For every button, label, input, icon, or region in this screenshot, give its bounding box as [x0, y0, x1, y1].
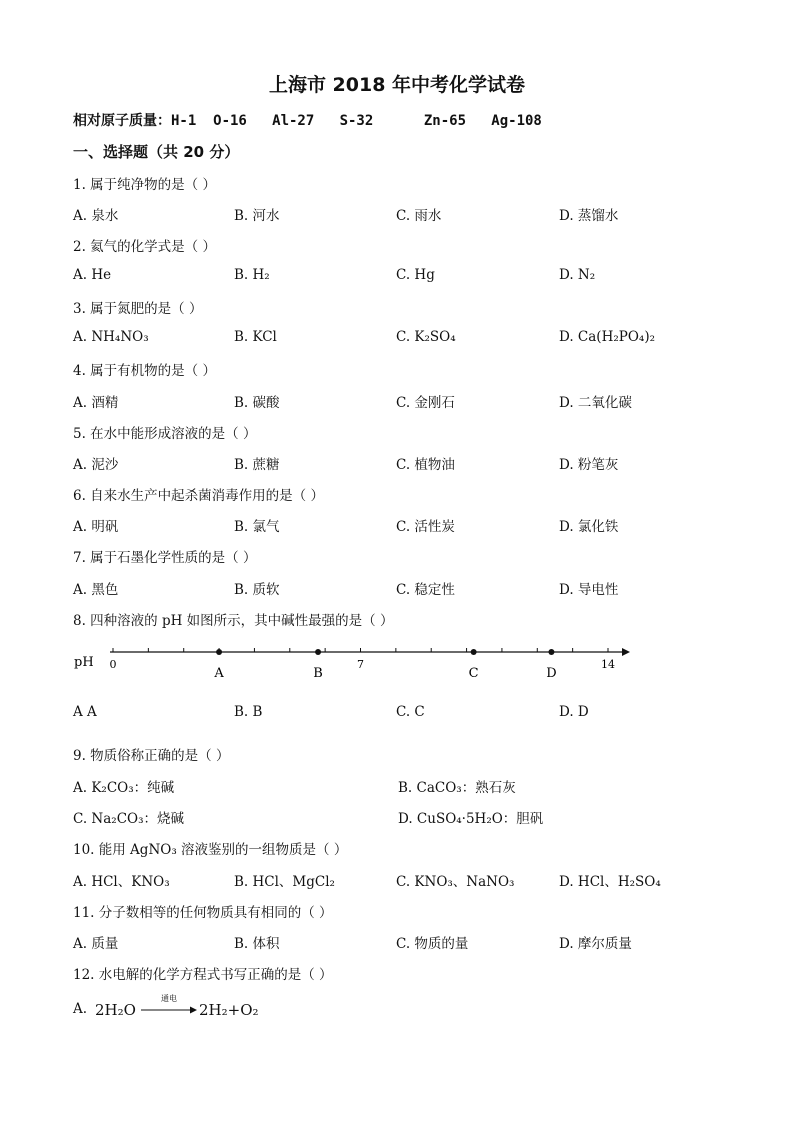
question-4-option-a: A. 酒精 — [73, 395, 119, 411]
question-7-option-b: B. 质软 — [234, 582, 280, 598]
question-6-option-d: D. 氯化铁 — [559, 519, 619, 535]
question-6-option-c: C. 活性炭 — [396, 519, 455, 535]
question-12-stem: 12. 水电解的化学方程式书写正确的是（ ） — [73, 967, 333, 983]
question-4-option-d: D. 二氧化碳 — [559, 395, 632, 411]
question-5-option-b: B. 蔗糖 — [234, 457, 280, 473]
question-2-stem: 2. 氦气的化学式是（ ） — [73, 239, 216, 255]
question-1-option-a: A. 泉水 — [73, 208, 119, 224]
question-8-option-a: A A — [73, 704, 97, 720]
question-9-option-d: D. CuSO₄·5H₂O：胆矾 — [398, 811, 544, 827]
equation-reactants: 2H₂O — [95, 1001, 136, 1019]
ph-point-d — [548, 649, 554, 655]
ph-point-c-label: C — [468, 666, 479, 681]
question-7-option-a: A. 黑色 — [73, 582, 119, 598]
question-1-stem: 1. 属于纯净物的是（ ） — [73, 177, 216, 193]
question-4-option-c: C. 金刚石 — [396, 395, 455, 411]
question-1-option-c: C. 雨水 — [396, 208, 442, 224]
question-3-option-b: B. KCl — [234, 329, 277, 345]
question-6-option-a: A. 明矾 — [73, 519, 119, 535]
question-12-equation — [95, 993, 355, 1025]
question-11-option-b: B. 体积 — [234, 936, 280, 952]
question-9-option-a: A. K₂CO₃：纯碱 — [73, 780, 175, 796]
question-5-option-a: A. 泥沙 — [73, 457, 119, 473]
section-heading: 一、选择题（共 20 分） — [73, 143, 240, 161]
question-3-stem: 3. 属于氮肥的是（ ） — [73, 301, 203, 317]
page-title: 上海市 2018 年中考化学试卷 — [268, 74, 526, 96]
ph-point-a — [216, 649, 222, 655]
relative-atomic-masses: 相对原子质量：H-1 O-16 Al-27 S-32 Zn-65 Ag-108 — [73, 113, 542, 129]
ph-point-d-label: D — [546, 666, 557, 681]
question-3-option-a: A. NH₄NO₃ — [73, 329, 149, 345]
question-12-option-a: A. — [73, 1001, 88, 1017]
question-2-option-c: C. Hg — [396, 267, 435, 283]
equation-arrow — [141, 1004, 197, 1016]
question-11-option-c: C. 物质的量 — [396, 936, 469, 952]
question-8-option-d: D. D — [559, 704, 589, 720]
question-8-option-c: C. C — [396, 704, 425, 720]
question-5-stem: 5. 在水中能形成溶液的是（ ） — [73, 426, 257, 442]
question-10-stem: 10. 能用 AgNO₃ 溶液鉴别的一组物质是（ ） — [73, 842, 348, 858]
ph-max-label: 14 — [601, 658, 615, 671]
ph-point-b — [315, 649, 321, 655]
question-7-stem: 7. 属于石墨化学性质的是（ ） — [73, 550, 257, 566]
question-4-option-b: B. 碳酸 — [234, 395, 280, 411]
question-10-option-a: A. HCl、KNO₃ — [73, 874, 170, 890]
question-6-option-b: B. 氯气 — [234, 519, 280, 535]
question-2-option-b: B. H₂ — [234, 267, 270, 283]
question-5-option-c: C. 植物油 — [396, 457, 455, 473]
question-2-option-a: A. He — [73, 267, 112, 283]
question-7-option-d: D. 导电性 — [559, 582, 619, 598]
question-10-option-b: B. HCl、MgCl₂ — [234, 874, 335, 890]
equation-products: 2H₂+O₂ — [199, 1001, 259, 1019]
question-7-option-c: C. 稳定性 — [396, 582, 455, 598]
question-3-option-c: C. K₂SO₄ — [396, 329, 456, 345]
ph-axis-label: pH — [74, 655, 94, 670]
question-8-option-b: B. B — [234, 704, 263, 720]
question-11-stem: 11. 分子数相等的任何物质具有相同的（ ） — [73, 905, 333, 921]
question-9-option-c: C. Na₂CO₃：烧碱 — [73, 811, 185, 827]
question-10-option-d: D. HCl、H₂SO₄ — [559, 874, 661, 890]
ph-axis-arrow — [622, 648, 630, 656]
question-2-option-d: D. N₂ — [559, 267, 596, 283]
question-9-option-b: B. CaCO₃：熟石灰 — [398, 780, 516, 796]
ph-point-a-label: A — [214, 666, 224, 681]
question-5-option-d: D. 粉笔灰 — [559, 457, 619, 473]
question-11-option-d: D. 摩尔质量 — [559, 936, 632, 952]
ph-scale-diagram — [70, 640, 640, 690]
question-4-stem: 4. 属于有机物的是（ ） — [73, 363, 216, 379]
question-11-option-a: A. 质量 — [73, 936, 119, 952]
question-1-option-d: D. 蒸馏水 — [559, 208, 619, 224]
equation-condition: 通电 — [161, 994, 177, 1003]
ph-point-c — [471, 649, 477, 655]
ph-point-b-label: B — [313, 666, 323, 681]
question-9-stem: 9. 物质俗称正确的是（ ） — [73, 748, 230, 764]
question-10-option-c: C. KNO₃、NaNO₃ — [396, 874, 515, 890]
ph-mid-label: 7 — [357, 658, 364, 671]
question-1-option-b: B. 河水 — [234, 208, 280, 224]
question-8-stem: 8. 四种溶液的 pH 如图所示，其中碱性最强的是（ ） — [73, 613, 394, 629]
question-3-option-d: D. Ca(H₂PO₄)₂ — [559, 329, 655, 345]
question-6-stem: 6. 自来水生产中起杀菌消毒作用的是（ ） — [73, 488, 324, 504]
ph-min-label: 0 — [109, 658, 117, 671]
